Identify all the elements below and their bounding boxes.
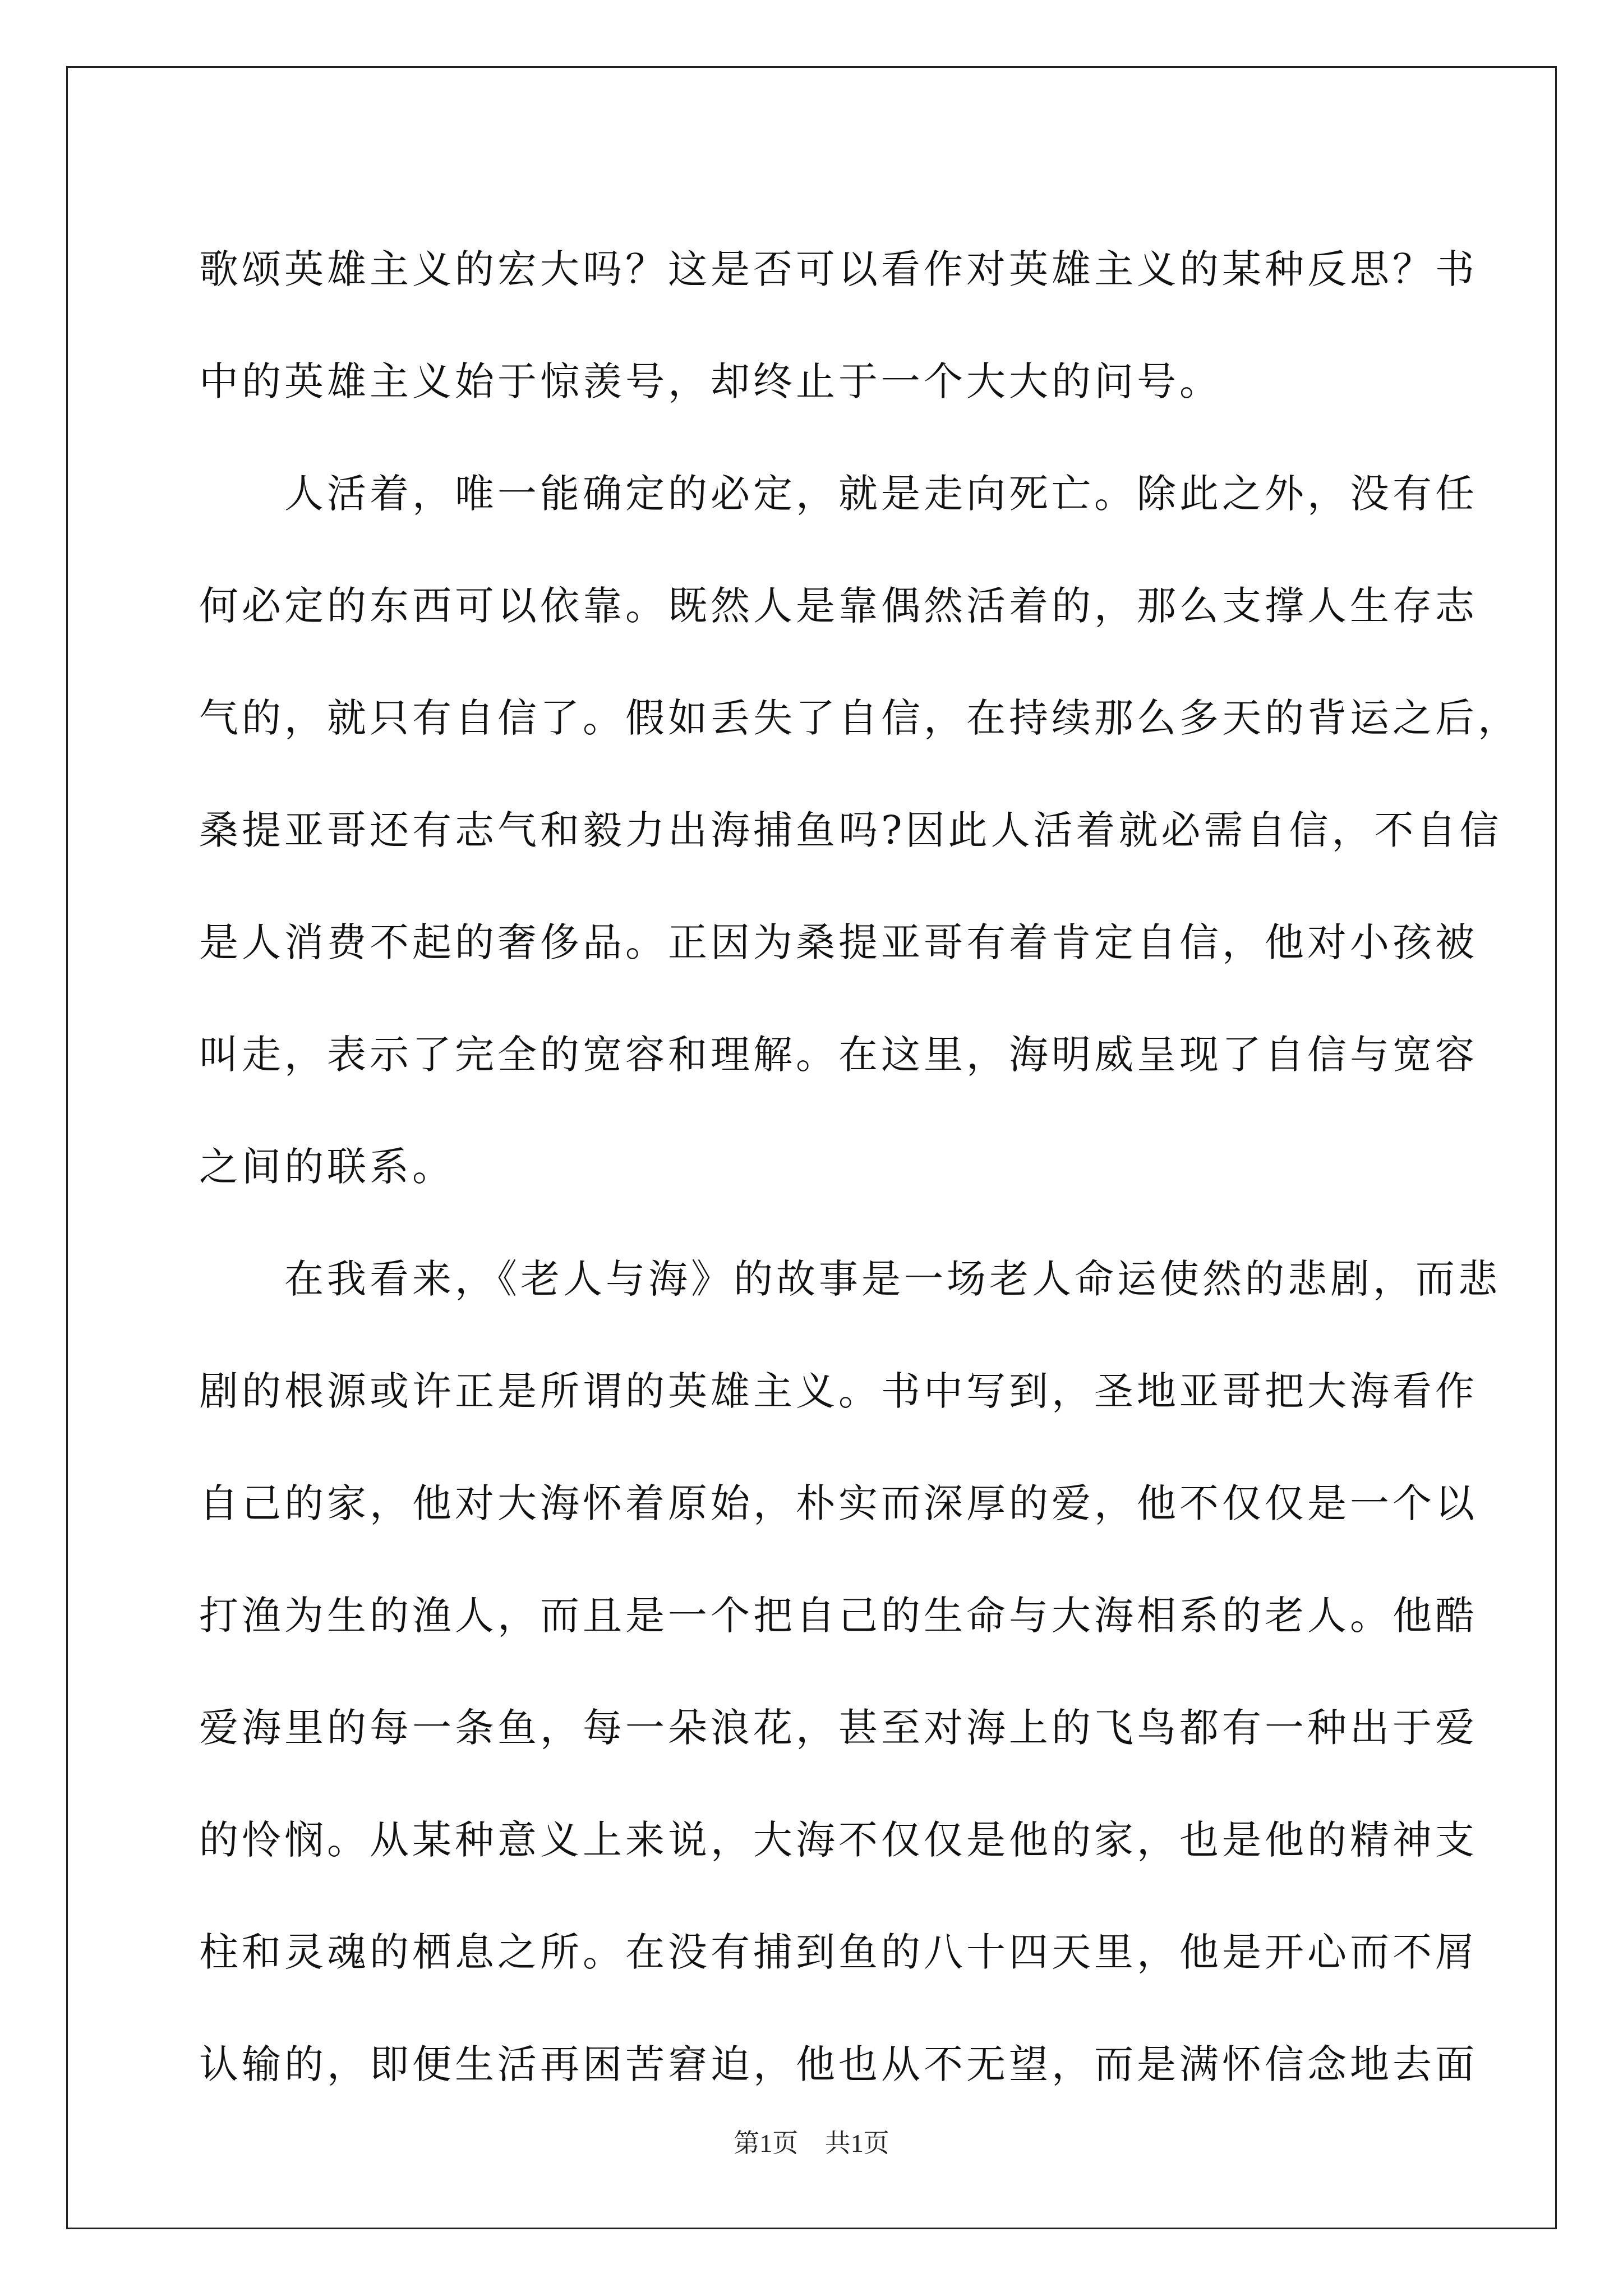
text-line: 桑提亚哥还有志气和毅力出海捕鱼吗?因此人活着就必需自信，不自信: [199, 807, 1502, 853]
text-line: 是人消费不起的奢侈品。正因为桑提亚哥有着肯定自信，他对小孩被: [199, 919, 1478, 965]
text-line: 柱和灵魂的栖息之所。在没有捕到鱼的八十四天里，他是开心而不屑: [199, 1929, 1478, 1975]
document-body: [199, 213, 1520, 2120]
text-line: 剧的根源或许正是所谓的英雄主义。书中写到，圣地亚哥把大海看作: [199, 1368, 1478, 1414]
text-line: 人活着，唯一能确定的必定，就是走向死亡。除此之外，没有任: [199, 471, 1478, 517]
text-line: 气的，就只有自信了。假如丢失了自信，在持续那么多天的背运之后，: [199, 695, 1520, 741]
text-line: 叫走，表示了完全的宽容和理解。在这里，海明威呈现了自信与宽容: [199, 1032, 1478, 1078]
text-line: 爱海里的每一条鱼，每一朵浪花，甚至对海上的飞鸟都有一种出于爱: [199, 1705, 1478, 1751]
text-line: 打渔为生的渔人，而且是一个把自己的生命与大海相系的老人。他酷: [199, 1593, 1478, 1639]
text-line: 何必定的东西可以依靠。既然人是靠偶然活着的，那么支撑人生存志: [199, 583, 1478, 629]
text-line: 之间的联系。: [199, 1144, 455, 1190]
page-number: 第1页: [734, 2129, 799, 2157]
text-line: 的怜悯。从某种意义上来说，大海不仅仅是他的家，也是他的精神支: [199, 1817, 1478, 1863]
page-footer: [0, 2123, 1623, 2160]
text-line: 歌颂英雄主义的宏大吗？这是否可以看作对英雄主义的某种反思？书: [199, 246, 1478, 292]
page-total: 共1页: [824, 2129, 889, 2157]
text-line: 认输的，即便生活再困苦窘迫，他也从不无望，而是满怀信念地去面: [199, 2041, 1478, 2087]
text-line: 在我看来，《老人与海》的故事是一场老人命运使然的悲剧，而悲: [199, 1256, 1501, 1302]
text-line: 中的英雄主义始于惊羡号，却终止于一个大大的问号。: [199, 358, 1222, 404]
text-line: 自己的家，他对大海怀着原始，朴实而深厚的爱，他不仅仅是一个以: [199, 1480, 1478, 1526]
